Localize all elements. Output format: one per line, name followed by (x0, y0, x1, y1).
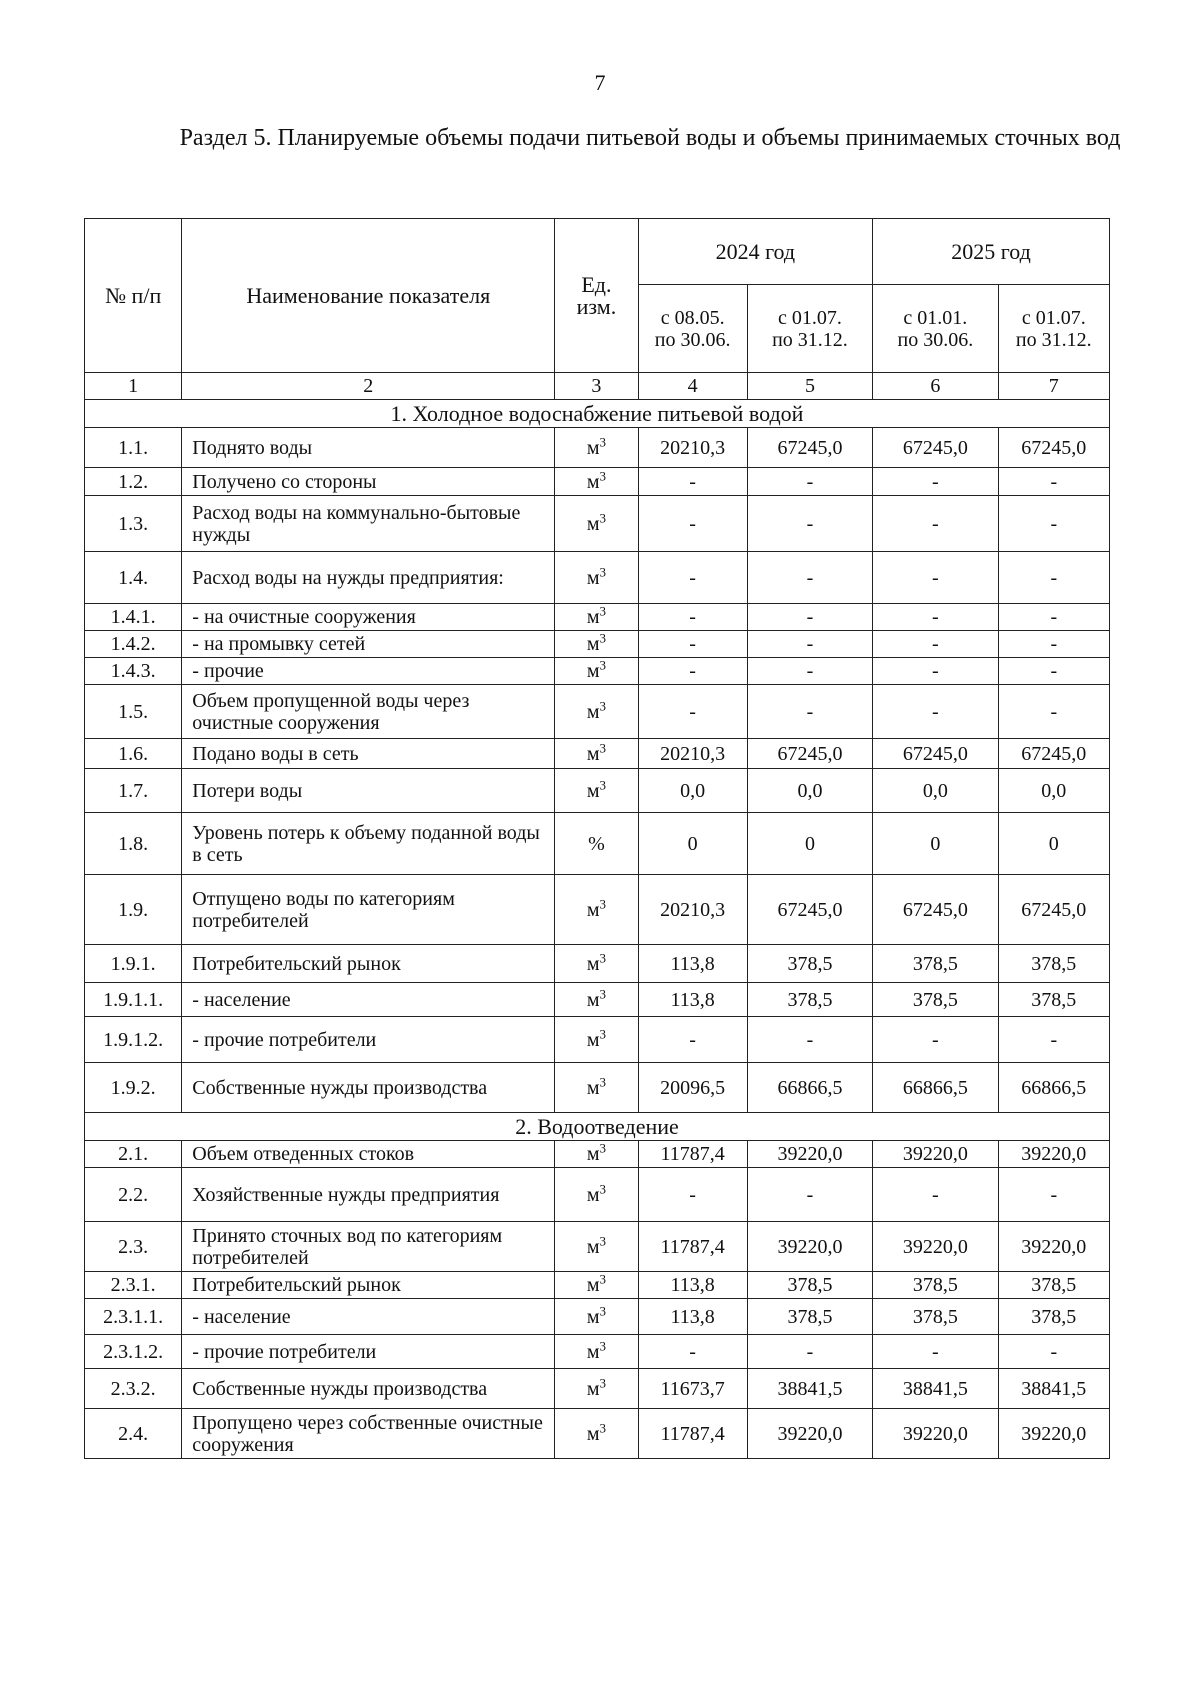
table-row (85, 604, 1110, 631)
table-row (85, 983, 1110, 1017)
value-cell: 0 (747, 813, 872, 875)
row-number: 1.4. (85, 552, 182, 604)
value-cell: 39220,0 (873, 1222, 998, 1272)
value-cell: 67245,0 (747, 428, 872, 468)
header-unit-line2: изм. (576, 293, 617, 319)
column-number: 3 (555, 373, 638, 400)
row-number: 1.9.1. (85, 945, 182, 983)
section-title: 1. Холодное водоснабжение питьевой водой (85, 400, 1110, 428)
value-cell: 67245,0 (873, 428, 998, 468)
value-cell: - (638, 1168, 747, 1222)
value-cell: 378,5 (747, 983, 872, 1017)
row-number: 2.3.1. (85, 1272, 182, 1299)
value-cell: 113,8 (638, 1272, 747, 1299)
row-number: 1.9.2. (85, 1063, 182, 1113)
unit-text: м (586, 566, 600, 589)
period-from: с 01.07. (778, 306, 842, 329)
value-cell: 66866,5 (998, 1063, 1109, 1113)
row-number: 2.3.1.2. (85, 1335, 182, 1369)
column-number: 2 (182, 373, 555, 400)
value-cell: 20096,5 (638, 1063, 747, 1113)
value-cell: 11787,4 (638, 1409, 747, 1459)
table-row (85, 1272, 1110, 1299)
section-row (85, 1113, 1110, 1141)
value-cell: 39220,0 (998, 1141, 1109, 1168)
unit-text: м (586, 1274, 600, 1296)
indicator-name: Расход воды на нужды предприятия: (182, 552, 555, 604)
table-row (85, 1299, 1110, 1335)
value-cell: 0,0 (998, 769, 1109, 813)
indicator-name: Объем отведенных стоков (182, 1141, 555, 1168)
value-cell: 113,8 (638, 945, 747, 983)
table-row (85, 1168, 1110, 1222)
unit-exponent: 3 (599, 603, 606, 619)
header-period (638, 285, 747, 373)
unit-exponent: 3 (599, 563, 606, 579)
unit-cell (555, 769, 638, 813)
unit-cell (555, 1063, 638, 1113)
unit-cell (555, 552, 638, 604)
unit-exponent: 3 (599, 1073, 606, 1089)
volumes-table (84, 218, 1110, 1459)
table-row (85, 658, 1110, 685)
value-cell: - (873, 1168, 998, 1222)
value-cell: 113,8 (638, 1299, 747, 1335)
unit-text: м (586, 1076, 600, 1099)
unit-cell (555, 1168, 638, 1222)
row-number: 2.1. (85, 1141, 182, 1168)
indicator-name: - на очистные сооружения (182, 604, 555, 631)
unit-text: м (586, 660, 600, 682)
period-from: с 01.07. (1021, 306, 1086, 329)
unit-exponent: 3 (599, 1232, 606, 1248)
indicator-name: Подано воды в сеть (182, 739, 555, 769)
unit-exponent: 3 (599, 657, 606, 673)
value-cell: 67245,0 (873, 875, 998, 945)
value-cell: 39220,0 (998, 1222, 1109, 1272)
unit-cell (555, 813, 638, 875)
unit-text: м (586, 1235, 600, 1258)
row-number: 2.4. (85, 1409, 182, 1459)
unit-exponent: 3 (599, 1025, 606, 1041)
unit-cell (555, 983, 638, 1017)
page-number: 7 (594, 70, 606, 95)
unit-text: м (586, 1305, 600, 1328)
value-cell: 11673,7 (638, 1369, 747, 1409)
value-cell: - (638, 468, 747, 496)
header-period (873, 285, 998, 373)
unit-exponent: 3 (599, 1271, 606, 1287)
unit-text: м (586, 1028, 600, 1051)
value-cell: - (873, 552, 998, 604)
value-cell: - (747, 552, 872, 604)
unit-cell (555, 468, 638, 496)
value-cell: 0 (873, 813, 998, 875)
column-number: 1 (85, 373, 182, 400)
table-row (85, 769, 1110, 813)
period-to: по 31.12. (1015, 328, 1092, 351)
value-cell: 378,5 (998, 983, 1109, 1017)
row-number: 1.7. (85, 769, 182, 813)
unit-exponent: 3 (599, 1140, 606, 1156)
indicator-name: - население (182, 983, 555, 1017)
unit-cell (555, 428, 638, 468)
value-cell: 67245,0 (747, 875, 872, 945)
indicator-name: - прочие потребители (182, 1335, 555, 1369)
row-number: 1.5. (85, 685, 182, 739)
unit-exponent: 3 (599, 895, 606, 911)
value-cell: 378,5 (998, 1272, 1109, 1299)
unit-text: м (586, 633, 600, 655)
value-cell: - (747, 1017, 872, 1063)
indicator-name: Потребительский рынок (182, 1272, 555, 1299)
header-period (747, 285, 872, 373)
indicator-name: Собственные нужды производства (182, 1063, 555, 1113)
unit-text: м (586, 779, 600, 802)
header-row-years (85, 219, 1110, 285)
table-row (85, 1335, 1110, 1369)
value-cell: 20210,3 (638, 739, 747, 769)
unit-text: м (586, 1340, 600, 1363)
value-cell: 11787,4 (638, 1222, 747, 1272)
unit-cell (555, 1299, 638, 1335)
value-cell: 378,5 (747, 1299, 872, 1335)
value-cell: - (638, 658, 747, 685)
value-cell: - (638, 496, 747, 552)
row-number: 1.9.1.1. (85, 983, 182, 1017)
value-cell: 378,5 (747, 1272, 872, 1299)
period-to: по 31.12. (772, 328, 848, 351)
unit-cell (555, 496, 638, 552)
table-row (85, 1369, 1110, 1409)
value-cell: 67245,0 (998, 875, 1109, 945)
value-cell: - (747, 1168, 872, 1222)
value-cell: 11787,4 (638, 1141, 747, 1168)
value-cell: - (998, 1017, 1109, 1063)
value-cell: 20210,3 (638, 428, 747, 468)
value-cell: - (998, 1335, 1109, 1369)
value-cell: - (873, 658, 998, 685)
value-cell: 0 (638, 813, 747, 875)
value-cell: 38841,5 (998, 1369, 1109, 1409)
value-cell: 378,5 (873, 983, 998, 1017)
unit-cell (555, 1272, 638, 1299)
value-cell: 0,0 (873, 769, 998, 813)
row-number: 2.3.2. (85, 1369, 182, 1409)
table-row (85, 1222, 1110, 1272)
value-cell: 0 (998, 813, 1109, 875)
value-cell: - (998, 658, 1109, 685)
value-cell: 39220,0 (747, 1141, 872, 1168)
value-cell: 39220,0 (747, 1222, 872, 1272)
value-cell: 39220,0 (747, 1409, 872, 1459)
indicator-name: Получено со стороны (182, 468, 555, 496)
unit-text: м (586, 1422, 600, 1445)
unit-text: м (586, 988, 600, 1011)
unit-cell (555, 658, 638, 685)
unit-text: % (588, 832, 605, 855)
value-cell: - (998, 552, 1109, 604)
header-name: Наименование показателя (182, 219, 555, 373)
indicator-name: - на промывку сетей (182, 631, 555, 658)
table-row (85, 468, 1110, 496)
value-cell: - (998, 496, 1109, 552)
value-cell: - (873, 685, 998, 739)
unit-exponent: 3 (599, 630, 606, 646)
value-cell: - (998, 685, 1109, 739)
unit-cell (555, 945, 638, 983)
indicator-name: Уровень потерь к объему поданной воды в сеть (182, 813, 555, 875)
value-cell: - (998, 631, 1109, 658)
table-row (85, 945, 1110, 983)
unit-exponent: 3 (599, 433, 606, 449)
value-cell: - (747, 631, 872, 658)
value-cell: 67245,0 (873, 739, 998, 769)
row-number: 1.4.3. (85, 658, 182, 685)
header-unit (555, 219, 638, 373)
unit-text: м (586, 1143, 600, 1165)
unit-text: м (586, 700, 600, 723)
unit-text: м (586, 1377, 600, 1400)
value-cell: - (873, 496, 998, 552)
unit-cell (555, 1335, 638, 1369)
period-to: по 30.06. (654, 328, 731, 351)
unit-exponent: 3 (599, 1419, 606, 1435)
indicator-name: Поднято воды (182, 428, 555, 468)
value-cell: - (747, 468, 872, 496)
indicator-name: Отпущено воды по категориям потребителей (182, 875, 555, 945)
value-cell: 67245,0 (998, 739, 1109, 769)
indicator-name: Объем пропущенной воды через очистные сооружения (182, 685, 555, 739)
row-number: 1.4.2. (85, 631, 182, 658)
unit-cell (555, 604, 638, 631)
unit-exponent: 3 (599, 739, 606, 755)
period-from: с 08.05. (660, 306, 725, 329)
indicator-name: Потребительский рынок (182, 945, 555, 983)
unit-text: м (586, 898, 600, 921)
value-cell: 67245,0 (998, 428, 1109, 468)
indicator-name: Потери воды (182, 769, 555, 813)
table-row (85, 875, 1110, 945)
indicator-name: Пропущено через собственные очистные сооружения (182, 1409, 555, 1459)
table-row (85, 496, 1110, 552)
unit-cell (555, 1222, 638, 1272)
indicator-name: - прочие потребители (182, 1017, 555, 1063)
unit-exponent: 3 (599, 985, 606, 1001)
indicator-name: Собственные нужды производства (182, 1369, 555, 1409)
value-cell: 38841,5 (747, 1369, 872, 1409)
period-from: с 01.01. (903, 306, 968, 329)
row-number: 1.2. (85, 468, 182, 496)
value-cell: - (638, 604, 747, 631)
header-num: № п/п (85, 219, 182, 373)
column-number: 5 (747, 373, 872, 400)
indicator-name: Хозяйственные нужды предприятия (182, 1168, 555, 1222)
value-cell: 378,5 (747, 945, 872, 983)
header-year-2024: 2024 год (638, 219, 873, 285)
value-cell: 378,5 (873, 945, 998, 983)
unit-exponent: 3 (599, 467, 606, 483)
indicator-name: - население (182, 1299, 555, 1335)
value-cell: - (998, 604, 1109, 631)
value-cell: - (747, 604, 872, 631)
unit-text: м (586, 952, 600, 975)
unit-exponent: 3 (599, 1374, 606, 1390)
unit-text: м (586, 436, 600, 459)
value-cell: - (873, 604, 998, 631)
value-cell: - (873, 631, 998, 658)
unit-cell (555, 1017, 638, 1063)
table-row (85, 1063, 1110, 1113)
unit-exponent: 3 (599, 509, 606, 525)
unit-cell (555, 631, 638, 658)
value-cell: 39220,0 (873, 1141, 998, 1168)
unit-cell (555, 739, 638, 769)
value-cell: 20210,3 (638, 875, 747, 945)
section-row (85, 400, 1110, 428)
value-cell: - (638, 685, 747, 739)
table-row (85, 552, 1110, 604)
table-row (85, 428, 1110, 468)
unit-text: м (586, 606, 600, 628)
value-cell: 39220,0 (998, 1409, 1109, 1459)
row-number: 1.4.1. (85, 604, 182, 631)
unit-exponent: 3 (599, 1302, 606, 1318)
row-number: 1.3. (85, 496, 182, 552)
table-row (85, 685, 1110, 739)
value-cell: - (873, 1335, 998, 1369)
unit-text: м (586, 1183, 600, 1206)
value-cell: 0,0 (638, 769, 747, 813)
row-number: 1.8. (85, 813, 182, 875)
unit-exponent: 3 (599, 1337, 606, 1353)
unit-exponent: 3 (599, 776, 606, 792)
section-title: 2. Водоотведение (85, 1113, 1110, 1141)
value-cell: - (747, 685, 872, 739)
row-number: 1.9.1.2. (85, 1017, 182, 1063)
table-row (85, 1017, 1110, 1063)
row-number: 2.3. (85, 1222, 182, 1272)
unit-exponent: 3 (599, 697, 606, 713)
unit-cell (555, 1409, 638, 1459)
column-number: 7 (998, 373, 1109, 400)
value-cell: 378,5 (998, 1299, 1109, 1335)
value-cell: - (638, 1335, 747, 1369)
row-number: 2.3.1.1. (85, 1299, 182, 1335)
row-number: 1.9. (85, 875, 182, 945)
value-cell: 66866,5 (747, 1063, 872, 1113)
value-cell: - (873, 468, 998, 496)
value-cell: 66866,5 (873, 1063, 998, 1113)
value-cell: - (638, 631, 747, 658)
value-cell: - (998, 1168, 1109, 1222)
unit-text: м (586, 742, 600, 765)
table-row (85, 631, 1110, 658)
value-cell: 378,5 (873, 1272, 998, 1299)
value-cell: 67245,0 (747, 739, 872, 769)
row-number: 2.2. (85, 1168, 182, 1222)
value-cell: - (747, 1335, 872, 1369)
table-row (85, 739, 1110, 769)
unit-exponent: 3 (599, 949, 606, 965)
column-number: 6 (873, 373, 998, 400)
table-row (85, 1141, 1110, 1168)
value-cell: 38841,5 (873, 1369, 998, 1409)
value-cell: - (638, 1017, 747, 1063)
period-to: по 30.06. (897, 328, 974, 351)
value-cell: 39220,0 (873, 1409, 998, 1459)
column-number-row (85, 373, 1110, 400)
table-body (85, 219, 1110, 1459)
value-cell: - (638, 552, 747, 604)
header-period (998, 285, 1109, 373)
unit-text: м (586, 512, 600, 535)
value-cell: - (998, 468, 1109, 496)
indicator-name: Расход воды на коммунально-бытовые нужды (182, 496, 555, 552)
unit-exponent: 3 (599, 1180, 606, 1196)
value-cell: 113,8 (638, 983, 747, 1017)
value-cell: - (747, 658, 872, 685)
unit-cell (555, 875, 638, 945)
row-number: 1.1. (85, 428, 182, 468)
header-unit-line1: Ед. (581, 271, 612, 297)
value-cell: 378,5 (998, 945, 1109, 983)
section-heading: Раздел 5. Планируемые объемы подачи питьевой воды и объемы принимаемых сточных вод (179, 125, 1121, 151)
header-year-2025: 2025 год (873, 219, 1110, 285)
value-cell: - (873, 1017, 998, 1063)
indicator-name: - прочие (182, 658, 555, 685)
value-cell: 0,0 (747, 769, 872, 813)
table-row (85, 813, 1110, 875)
unit-cell (555, 1369, 638, 1409)
unit-cell (555, 685, 638, 739)
row-number: 1.6. (85, 739, 182, 769)
value-cell: - (747, 496, 872, 552)
unit-text: м (586, 470, 600, 493)
indicator-name: Принято сточных вод по категориям потребителей (182, 1222, 555, 1272)
table-row (85, 1409, 1110, 1459)
unit-cell (555, 1141, 638, 1168)
column-number: 4 (638, 373, 747, 400)
value-cell: 378,5 (873, 1299, 998, 1335)
